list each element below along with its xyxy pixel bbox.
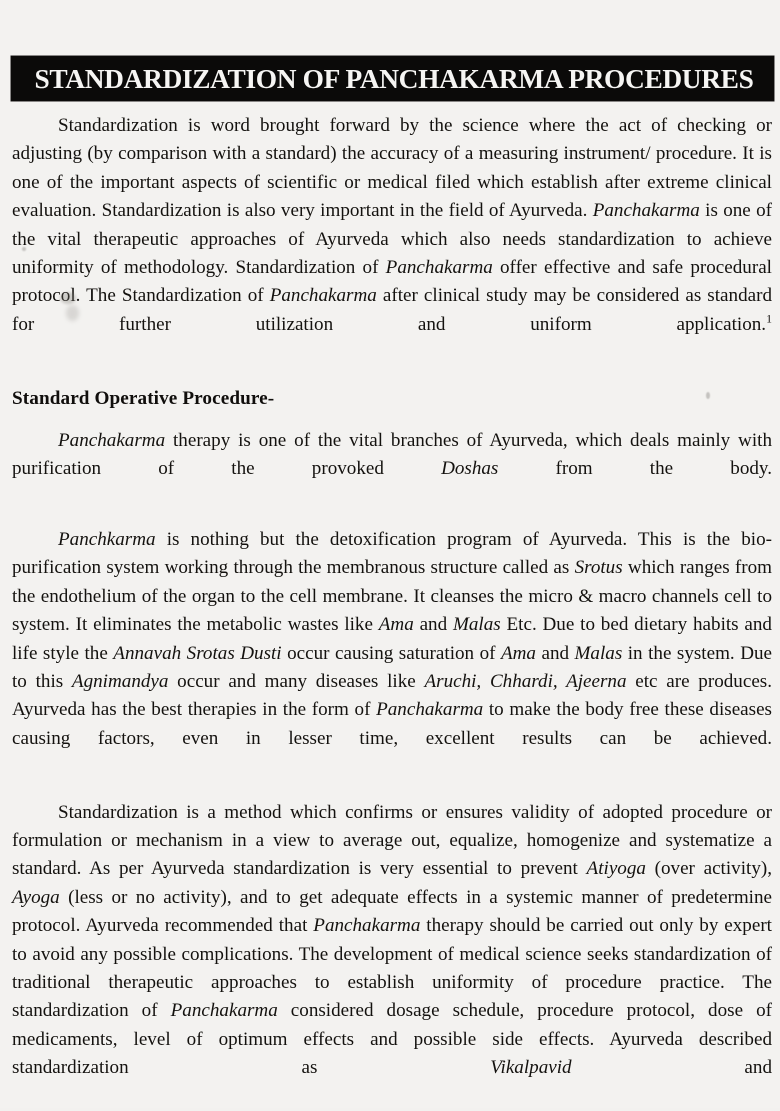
term-atiyoga: Atiyoga bbox=[586, 858, 646, 880]
paragraph-3-text-7: in the system. Due to this bbox=[12, 642, 773, 692]
term-panchakarma: Panchakarma bbox=[592, 200, 700, 222]
term-ama: Ama bbox=[500, 642, 536, 664]
page-title: STANDARDIZATION OF PANCHAKARMA PROCEDURES bbox=[34, 62, 754, 94]
paragraph-4-text-6: and bbox=[571, 1057, 773, 1079]
paragraph-3-text-3: and bbox=[413, 614, 453, 636]
term-malas: Malas bbox=[574, 642, 623, 664]
paragraph-3-text-4: Etc. Due to bed dietary habits and life style the bbox=[12, 614, 772, 664]
paragraph-1-text-4: after clinical study may be considered as standard for further utilization and uniform application. bbox=[12, 285, 772, 335]
term-ama: Ama bbox=[378, 614, 414, 636]
paragraph-3-text-2: which ranges from the endothelium of the organ to the cell membrane. It cleanses the micro & macro channels cell to system. It eliminates the metabolic wastes like bbox=[12, 557, 773, 636]
footnote-marker: 1 bbox=[766, 311, 772, 326]
paragraph-3-text-10: to make the body free these diseases causing factors, even in lesser time, excellent results can be achieved. bbox=[12, 699, 772, 749]
term-doshas: Doshas bbox=[441, 458, 499, 480]
paragraph-4 bbox=[12, 799, 772, 1111]
paragraph-3-text-8: occur and many diseases like bbox=[168, 670, 425, 692]
section-heading-standard-operative-procedure: Standard Operative Procedure- bbox=[12, 387, 275, 409]
term-panchakarma: Panchakarma bbox=[58, 429, 166, 451]
term-aruchi-chhardi-ajeerna: Aruchi, Chhardi, Ajeerna bbox=[424, 670, 627, 692]
paragraph-1-text-3: offer effective and safe procedural protocol. The Standardization of bbox=[12, 257, 772, 307]
term-vikalpavid: Vikalpavid bbox=[490, 1057, 572, 1079]
paragraph-4-text-2: (over activity), bbox=[645, 858, 772, 880]
term-srotus: Srotus bbox=[574, 557, 623, 579]
spacer bbox=[12, 413, 772, 427]
paragraph-4-text-3: (less or no activity), and to get adequate effects in a systemic manner of predetermine protocol. Ayurveda recommended that bbox=[12, 886, 772, 937]
paragraph-1 bbox=[12, 112, 772, 368]
term-panchakarma: Panchakarma bbox=[269, 285, 377, 307]
term-panchakarma: Panchakarma bbox=[313, 915, 421, 937]
body-content bbox=[12, 112, 772, 1111]
paragraph-2 bbox=[12, 427, 772, 512]
paragraph-2-text-2: from the body. bbox=[498, 458, 773, 480]
paragraph-3-text-5: occur causing saturation of bbox=[281, 642, 501, 664]
paragraph-3-text-6: and bbox=[535, 642, 575, 664]
paragraph-3-text-1: is nothing but the detoxification program of Ayurveda. This is the bio-purification system working through the membranous structure called as bbox=[12, 528, 772, 579]
paragraph-4-text-4: therapy should be carried out only by expert to avoid any possible complications. The development of medical science seeks standardization of traditional therapeutic approaches to establish uniformity of procedure practice. The standardization of bbox=[12, 915, 772, 1022]
term-agnimandya: Agnimandya bbox=[71, 670, 169, 692]
paragraph-1-text-1: Standardization is word brought forward by the science where the act of checking or adjusting (by comparison with a standard) the accuracy of a measuring instrument/ procedure. It is one of the important aspects of scientific or medical filed which establish after extreme clinical evaluation. Standardization is also very important in the field of Ayurveda. bbox=[12, 115, 772, 222]
spacer bbox=[12, 512, 772, 526]
chapter-title-banner bbox=[11, 56, 774, 101]
paragraph-3-text-9: etc are produces. Ayurveda has the best therapies in the form of bbox=[12, 670, 772, 721]
term-panchakarma: Panchakarma bbox=[385, 257, 493, 279]
paragraph-1-text-2: is one of the vital therapeutic approaches of Ayurveda which also needs standardization to achieve uniformity of methodology. Standardization of bbox=[12, 200, 772, 279]
paragraph-4-text-5: considered dosage schedule, procedure protocol, dose of medicaments, level of optimum effects and possible side effects. Ayurveda described standardization as bbox=[12, 1000, 772, 1079]
paragraph-4-text-1: Standardization is a method which confirms or ensures validity of adopted procedure or formulation or mechanism in a view to average out, equalize, homogenize and systematize a standard. As per Ayurveda standardization is very essential to prevent bbox=[12, 801, 772, 880]
spacer bbox=[12, 368, 772, 385]
term-annavah-srotas-dusti: Annavah Srotas Dusti bbox=[113, 642, 282, 664]
term-panchakarma: Panchakarma bbox=[376, 699, 484, 721]
paragraph-3 bbox=[12, 526, 772, 782]
paragraph-2-text-1: therapy is one of the vital branches of Ayurveda, which deals mainly with purification of the provoked bbox=[12, 429, 772, 480]
term-ayoga: Ayoga bbox=[12, 886, 60, 908]
spacer bbox=[12, 782, 772, 799]
term-panchakarma: Panchakarma bbox=[170, 1000, 278, 1022]
term-panchkarma: Panchkarma bbox=[58, 528, 156, 550]
term-malas: Malas bbox=[452, 614, 501, 636]
